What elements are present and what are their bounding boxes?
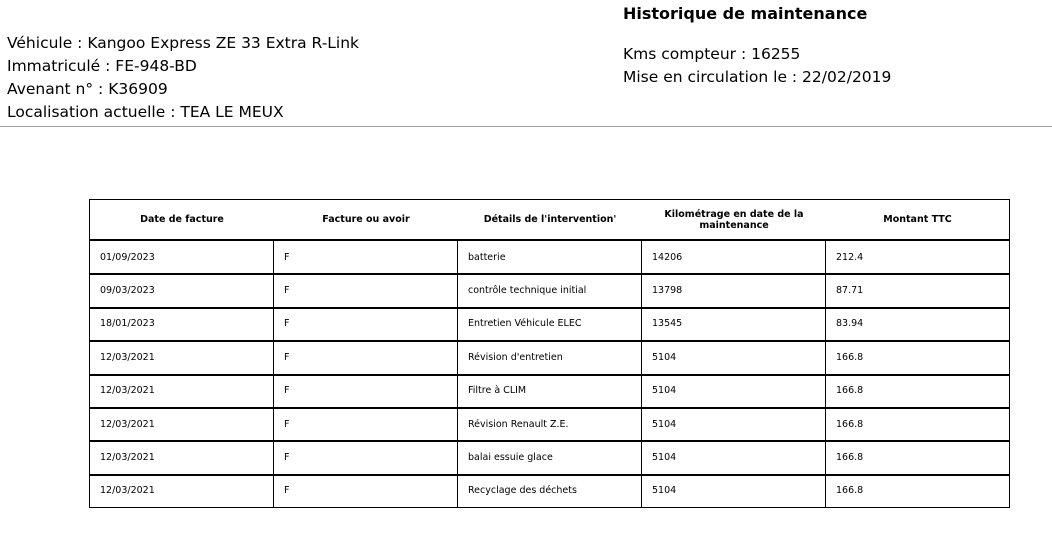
cell-amount: 166.8 [836, 418, 864, 430]
cell-mileage: 13545 [642, 308, 826, 340]
table-row [89, 375, 1010, 408]
header-amount: Montant TTC [883, 214, 952, 225]
header-invoice-date: Date de facture [140, 214, 224, 225]
page-title: Historique de maintenance [623, 4, 868, 23]
vehicle-model: Véhicule : Kangoo Express ZE 33 Extra R-Link [7, 34, 360, 52]
cell-mileage: 14206 [642, 241, 826, 273]
cell-mileage: 13798 [642, 274, 826, 306]
cell-intervention-details: Révision Renault Z.E. [458, 408, 642, 440]
cell-mileage: 5104 [642, 475, 826, 507]
cell-invoice-type: F [274, 241, 458, 273]
cell-invoice-date: 18/01/2023 [90, 308, 274, 340]
first-registration-date: Mise en circulation le : 22/02/2019 [623, 68, 892, 86]
cell-amount: 83.94 [836, 318, 864, 330]
table-row [89, 308, 1010, 341]
header-mileage: Kilométrage en date de la maintenance [664, 208, 804, 231]
cell-mileage: 5104 [642, 441, 826, 473]
table-body [89, 241, 1010, 508]
cell-amount: 87.71 [836, 285, 864, 297]
cell-invoice-type: F [274, 408, 458, 440]
meter-info [623, 43, 891, 89]
cell-amount: 166.8 [836, 452, 864, 464]
cell-mileage: 5104 [642, 341, 826, 373]
cell-intervention-details: batterie [458, 241, 642, 273]
table-row [89, 241, 1010, 274]
vehicle-registration: Immatriculé : FE-948-BD [7, 57, 197, 75]
header-intervention-details: Détails de l'intervention' [483, 214, 617, 225]
table-row [89, 475, 1010, 508]
cell-invoice-type: F [274, 308, 458, 340]
cell-intervention-details: contrôle technique initial [458, 274, 642, 306]
cell-invoice-date: 12/03/2021 [90, 475, 274, 507]
cell-amount: 166.8 [836, 485, 864, 497]
odometer-reading: Kms compteur : 16255 [623, 45, 801, 63]
cell-invoice-type: F [274, 475, 458, 507]
header-invoice-type: Facture ou avoir [322, 214, 410, 225]
cell-invoice-date: 09/03/2023 [90, 274, 274, 306]
cell-mileage: 5104 [642, 375, 826, 407]
table-header [89, 199, 1010, 241]
vehicle-amendment: Avenant n° : K36909 [7, 80, 168, 98]
table-row [89, 274, 1010, 307]
cell-mileage: 5104 [642, 408, 826, 440]
cell-invoice-date: 12/03/2021 [90, 408, 274, 440]
cell-intervention-details: Recyclage des déchets [458, 475, 642, 507]
table-row [89, 441, 1010, 474]
cell-invoice-type: F [274, 441, 458, 473]
cell-invoice-date: 01/09/2023 [90, 241, 274, 273]
maintenance-table [89, 199, 1010, 508]
cell-intervention-details: Révision d'entretien [458, 341, 642, 373]
vehicle-info [7, 32, 359, 124]
cell-invoice-type: F [274, 375, 458, 407]
cell-amount: 212.4 [836, 251, 864, 263]
header-divider [0, 126, 1052, 127]
vehicle-location: Localisation actuelle : TEA LE MEUX [7, 103, 284, 121]
cell-invoice-date: 12/03/2021 [90, 375, 274, 407]
cell-amount: 166.8 [836, 385, 864, 397]
cell-invoice-date: 12/03/2021 [90, 341, 274, 373]
cell-intervention-details: balai essuie glace [458, 441, 642, 473]
cell-amount: 166.8 [836, 351, 864, 363]
table-row [89, 341, 1010, 374]
cell-invoice-date: 12/03/2021 [90, 441, 274, 473]
cell-intervention-details: Filtre à CLIM [458, 375, 642, 407]
cell-invoice-type: F [274, 341, 458, 373]
table-row [89, 408, 1010, 441]
cell-invoice-type: F [274, 274, 458, 306]
cell-intervention-details: Entretien Véhicule ELEC [458, 308, 642, 340]
